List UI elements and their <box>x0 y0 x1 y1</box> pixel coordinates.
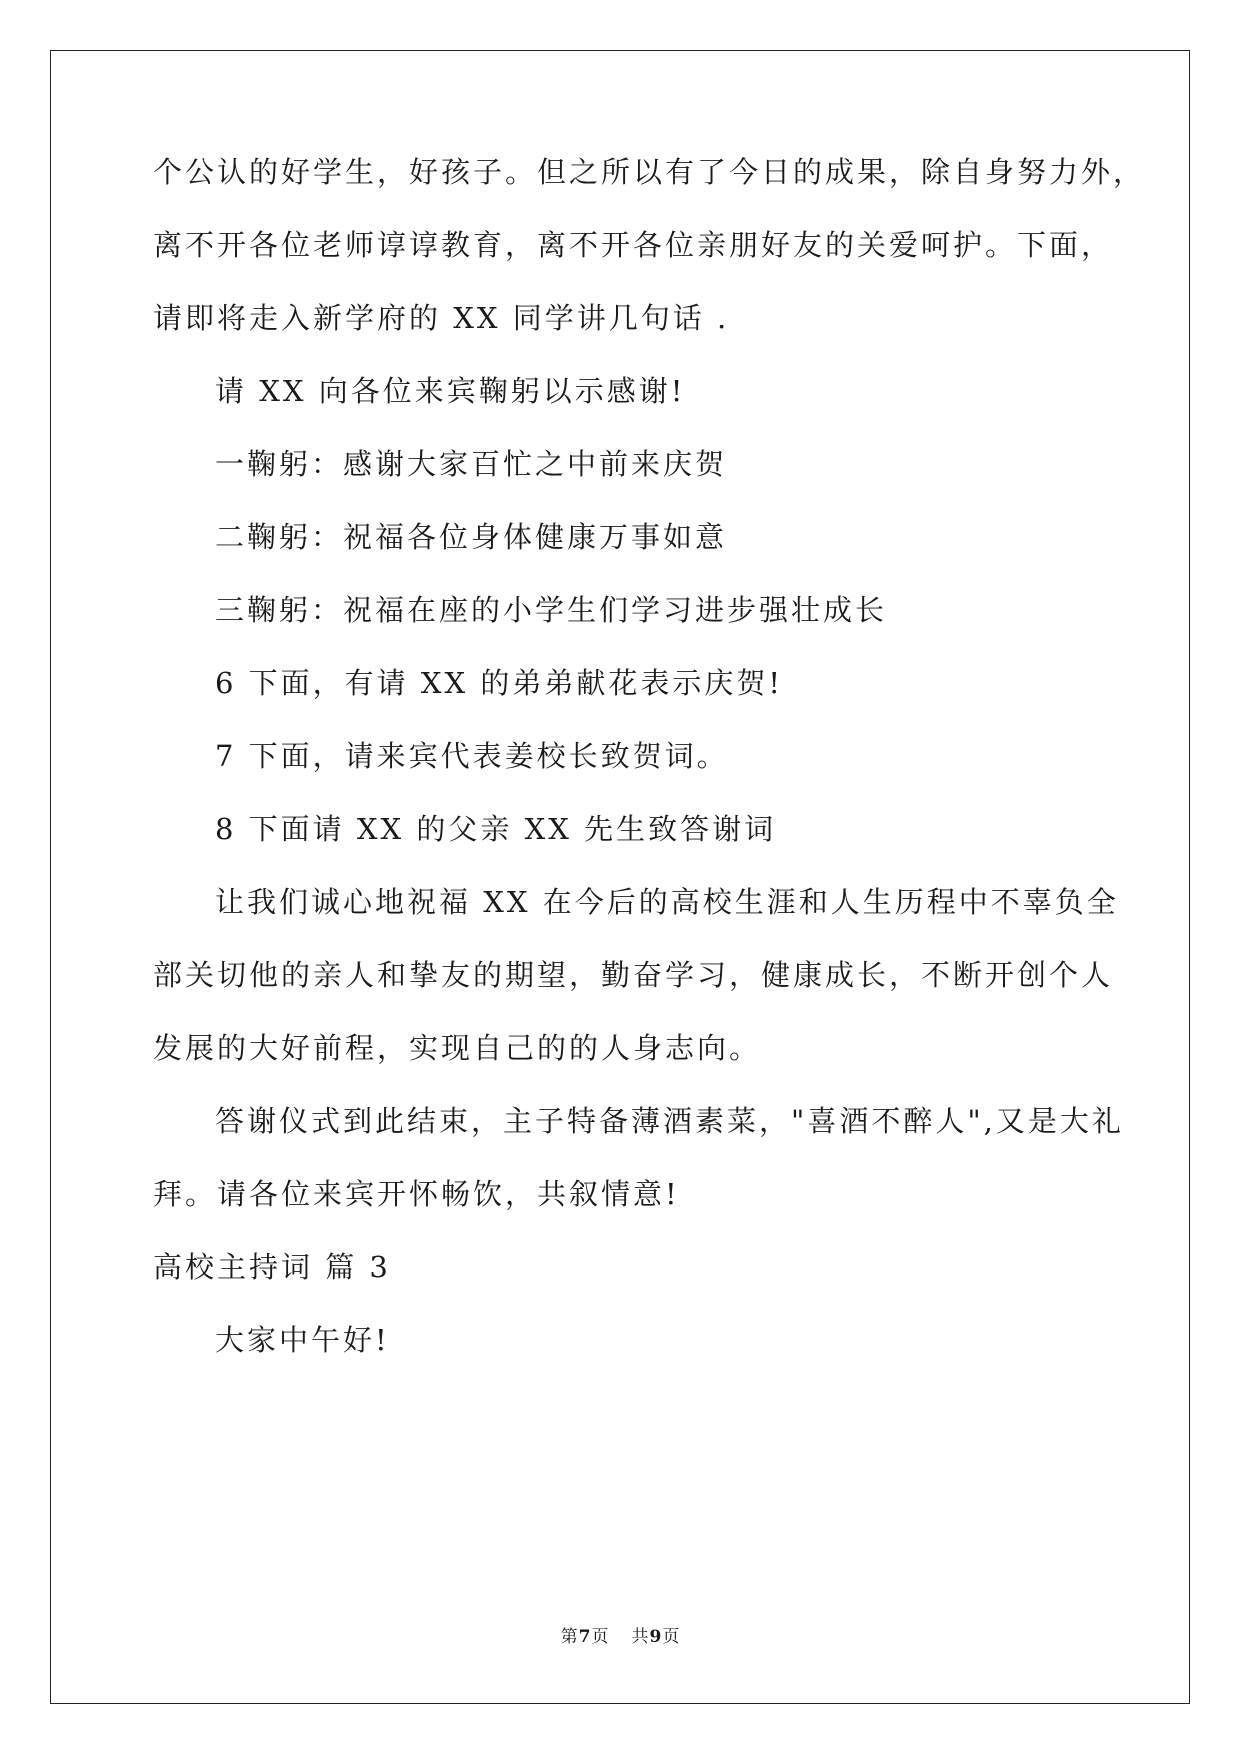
section-heading: 高校主持词 篇 3 <box>153 1250 391 1284</box>
paragraph-line: 7 下面，请来宾代表姜校长致贺词。 <box>215 739 729 773</box>
paragraph-line: 请即将走入新学府的 XX 同学讲几句话 . <box>153 301 730 335</box>
total-suffix: 页 <box>662 1627 681 1647</box>
paragraph-line: 让我们诚心地祝福 XX 在今后的高校生涯和人生历程中不辜负全 <box>215 885 1119 919</box>
page-total: 9 <box>649 1627 663 1647</box>
paragraph-line: 三鞠躬：祝福在座的小学生们学习进步强壮成长 <box>215 593 888 627</box>
paragraph-line: 请 XX 向各位来宾鞠躬以示感谢! <box>215 374 686 408</box>
paragraph-line: 答谢仪式到此结束，主子特备薄酒素菜，"喜酒不醉人",又是大礼 <box>215 1104 1124 1138</box>
paragraph-line: 部关切他的亲人和挚友的期望，勤奋学习，健康成长，不断开创个人 <box>153 958 1114 992</box>
page-suffix: 页 <box>591 1627 610 1647</box>
page-current: 7 <box>578 1627 592 1647</box>
paragraph-line: 大家中午好! <box>215 1323 390 1357</box>
paragraph-line: 一鞠躬：感谢大家百忙之中前来庆贺 <box>215 447 728 481</box>
paragraph-line: 离不开各位老师谆谆教育，离不开各位亲朋好友的关爱呵护。下面， <box>153 228 1114 262</box>
page-footer <box>0 1622 1241 1647</box>
paragraph-line: 发展的大好前程，实现自己的的人身志向。 <box>153 1031 762 1065</box>
paragraph-line: 8 下面请 XX 的父亲 XX 先生致答谢词 <box>215 812 777 846</box>
paragraph-line: 个公认的好学生，好孩子。但之所以有了今日的成果，除自身努力外， <box>153 155 1146 189</box>
total-prefix: 共 <box>631 1627 650 1647</box>
page-prefix: 第 <box>560 1627 579 1647</box>
paragraph-line: 拜。请各位来宾开怀畅饮，共叙情意! <box>153 1177 680 1211</box>
paragraph-line: 二鞠躬：祝福各位身体健康万事如意 <box>215 520 728 554</box>
paragraph-line: 6 下面，有请 XX 的弟弟献花表示庆贺! <box>215 666 784 700</box>
